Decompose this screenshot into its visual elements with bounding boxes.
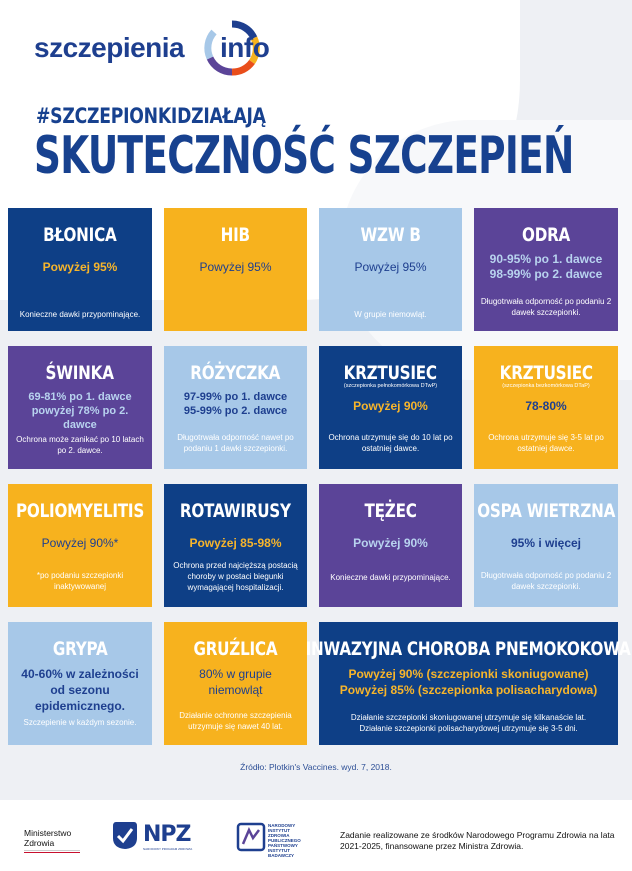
card-effectiveness: 80% w grupie niemowląt bbox=[199, 667, 272, 697]
card-title: TĘŻEC bbox=[364, 500, 417, 522]
card-gruzlica bbox=[164, 622, 307, 745]
ministry-logo-text: Ministerstwo Zdrowia bbox=[24, 828, 72, 848]
card-note: Ochrona przed najcięższą postacią choroby w postaci biegunki wymagającej hospitalizacji. bbox=[173, 561, 298, 592]
card-effectiveness: 95% i więcej bbox=[510, 536, 582, 550]
card-subtitle: (szczepionka bezkomórkowa DTaP) bbox=[502, 383, 590, 389]
card-title: WZW B bbox=[360, 224, 421, 246]
card-blonica bbox=[8, 208, 152, 331]
card-effectiveness: Powyżej 90% (szczepionki skoniugowane) Powyżej 85% (szczepionka polisacharydowa) bbox=[339, 667, 598, 697]
card-title: POLIOMYELITIS bbox=[15, 500, 145, 522]
card-effectiveness: Powyżej 85-98% bbox=[189, 536, 282, 550]
card-effectiveness: Powyżej 95% bbox=[42, 260, 118, 274]
card-effectiveness: Powyżej 95% bbox=[199, 260, 272, 274]
card-rotawirusy bbox=[164, 484, 307, 607]
card-inwazyjna-choroba-pneumokokowa bbox=[306, 622, 631, 745]
card-ospa-wietrzna bbox=[474, 484, 618, 607]
ministry-flag-bar bbox=[24, 850, 80, 853]
card-effectiveness: 78-80% bbox=[525, 399, 567, 413]
card-effectiveness: Powyżej 90% bbox=[353, 536, 428, 550]
card-note: Działanie szczepionki skoniugowanej utrzymuje się kilkanaście lat. Działanie szczepionki polisacharydowej utrzymuje się 3-5 dni. bbox=[350, 713, 587, 733]
card-title: KRZTUSIEC bbox=[499, 362, 593, 384]
card-note: Ochrona utrzymuje się do 10 lat po ostatniej dawce. bbox=[328, 433, 453, 453]
logo-main-text: szczepienia bbox=[34, 32, 185, 63]
footer bbox=[0, 800, 632, 871]
card-title: RÓŻYCZKA bbox=[190, 362, 281, 384]
card-swinka bbox=[8, 346, 152, 469]
card-effectiveness: Powyżej 90% bbox=[353, 399, 428, 413]
npz-logo-subtext: NARODOWY PROGRAM ZDROWIA bbox=[143, 847, 193, 851]
card-note: Ochrona utrzymuje się 3-5 lat po ostatniej dawce. bbox=[488, 433, 604, 453]
funding-note: Zadanie realizowane ze środków Narodowego Programu Zdrowia na lata 2021-2025, finansowane przez Ministra Zdrowia. bbox=[340, 830, 615, 851]
card-title: GRUŹLICA bbox=[193, 638, 278, 660]
card-effectiveness: 97-99% po 1. dawce 95-99% po 2. dawce bbox=[183, 391, 288, 417]
card-note: Długotrwała odporność po podaniu 2 dawek szczepionki. bbox=[480, 571, 612, 591]
card-subtitle: (szczepionka pełnokomórkowa DTwP) bbox=[343, 383, 438, 389]
card-note: Konieczne dawki przypominające. bbox=[19, 310, 141, 319]
card-hib bbox=[164, 208, 307, 331]
hashtag: #SZCZEPIONKIDZIAŁAJĄ bbox=[36, 104, 266, 128]
card-title: INWAZYJNA CHOROBA PNEMOKOKOWA bbox=[306, 638, 631, 660]
card-title: OSPA WIETRZNA bbox=[477, 500, 615, 522]
card-title: ŚWINKA bbox=[45, 362, 115, 384]
card-note: Działanie ochronne szczepienia utrzymuje się nawet 40 lat. bbox=[179, 711, 292, 731]
card-odra bbox=[474, 208, 618, 331]
szczepienia-info-logo[interactable] bbox=[34, 18, 294, 80]
card-rozyczka bbox=[164, 346, 307, 469]
nipz-logo-text: NARODOWY INSTYTUT ZDROWIA PUBLICZNEGO PAŃSTWOWY INSTYTUT BADAWCZY bbox=[268, 823, 301, 858]
card-effectiveness: 90-95% po 1. dawce 98-99% po 2. dawce bbox=[489, 252, 603, 281]
npz-logo-text: NPZ bbox=[143, 822, 191, 847]
card-title: GRYPA bbox=[52, 638, 108, 660]
logo-info-text: info bbox=[220, 32, 270, 63]
nipz-logo-icon bbox=[236, 822, 266, 852]
card-effectiveness: 69-81% po 1. dawce powyżej 78% po 2. dawce bbox=[28, 391, 132, 431]
card-title: ROTAWIRUSY bbox=[180, 500, 291, 522]
card-tezec bbox=[319, 484, 462, 607]
card-effectiveness: Powyżej 90%* bbox=[41, 536, 119, 550]
card-title: KRZTUSIEC bbox=[343, 362, 438, 384]
card-note: Ochrona może zanikać po 10 latach po 2. dawce. bbox=[16, 435, 144, 455]
card-krztusiec-dtap bbox=[474, 346, 618, 469]
card-effectiveness: Powyżej 95% bbox=[354, 260, 427, 274]
card-grypa bbox=[8, 622, 152, 745]
card-note: Długotrwała odporność po podaniu 2 dawek szczepionki. bbox=[480, 297, 612, 317]
page-title: SKUTECZNOŚĆ SZCZEPIEŃ bbox=[34, 126, 574, 186]
npz-logo-icon bbox=[112, 820, 138, 850]
card-title: BŁONICA bbox=[43, 224, 117, 246]
card-effectiveness: 40-60% w zależności od sezonu epidemicznego. bbox=[21, 667, 139, 713]
card-note: Konieczne dawki przypominające. bbox=[330, 573, 451, 582]
card-note: Szczepienie w każdym sezonie. bbox=[23, 718, 137, 727]
card-title: ODRA bbox=[521, 224, 571, 246]
card-poliomyelitis bbox=[8, 484, 152, 607]
card-title: HIB bbox=[220, 224, 251, 246]
card-note: *po podaniu szczepionki inaktywowanej bbox=[36, 571, 124, 591]
source-citation: Źródło: Plotkin's Vaccines. wyd. 7, 2018. bbox=[240, 762, 392, 772]
card-krztusiec-dtwp bbox=[319, 346, 462, 469]
card-wzw-b bbox=[319, 208, 462, 331]
card-note: Długotrwała odporność nawet po podaniu 1 dawki szczepionki. bbox=[177, 433, 294, 453]
card-note: W grupie niemowląt. bbox=[354, 310, 427, 319]
